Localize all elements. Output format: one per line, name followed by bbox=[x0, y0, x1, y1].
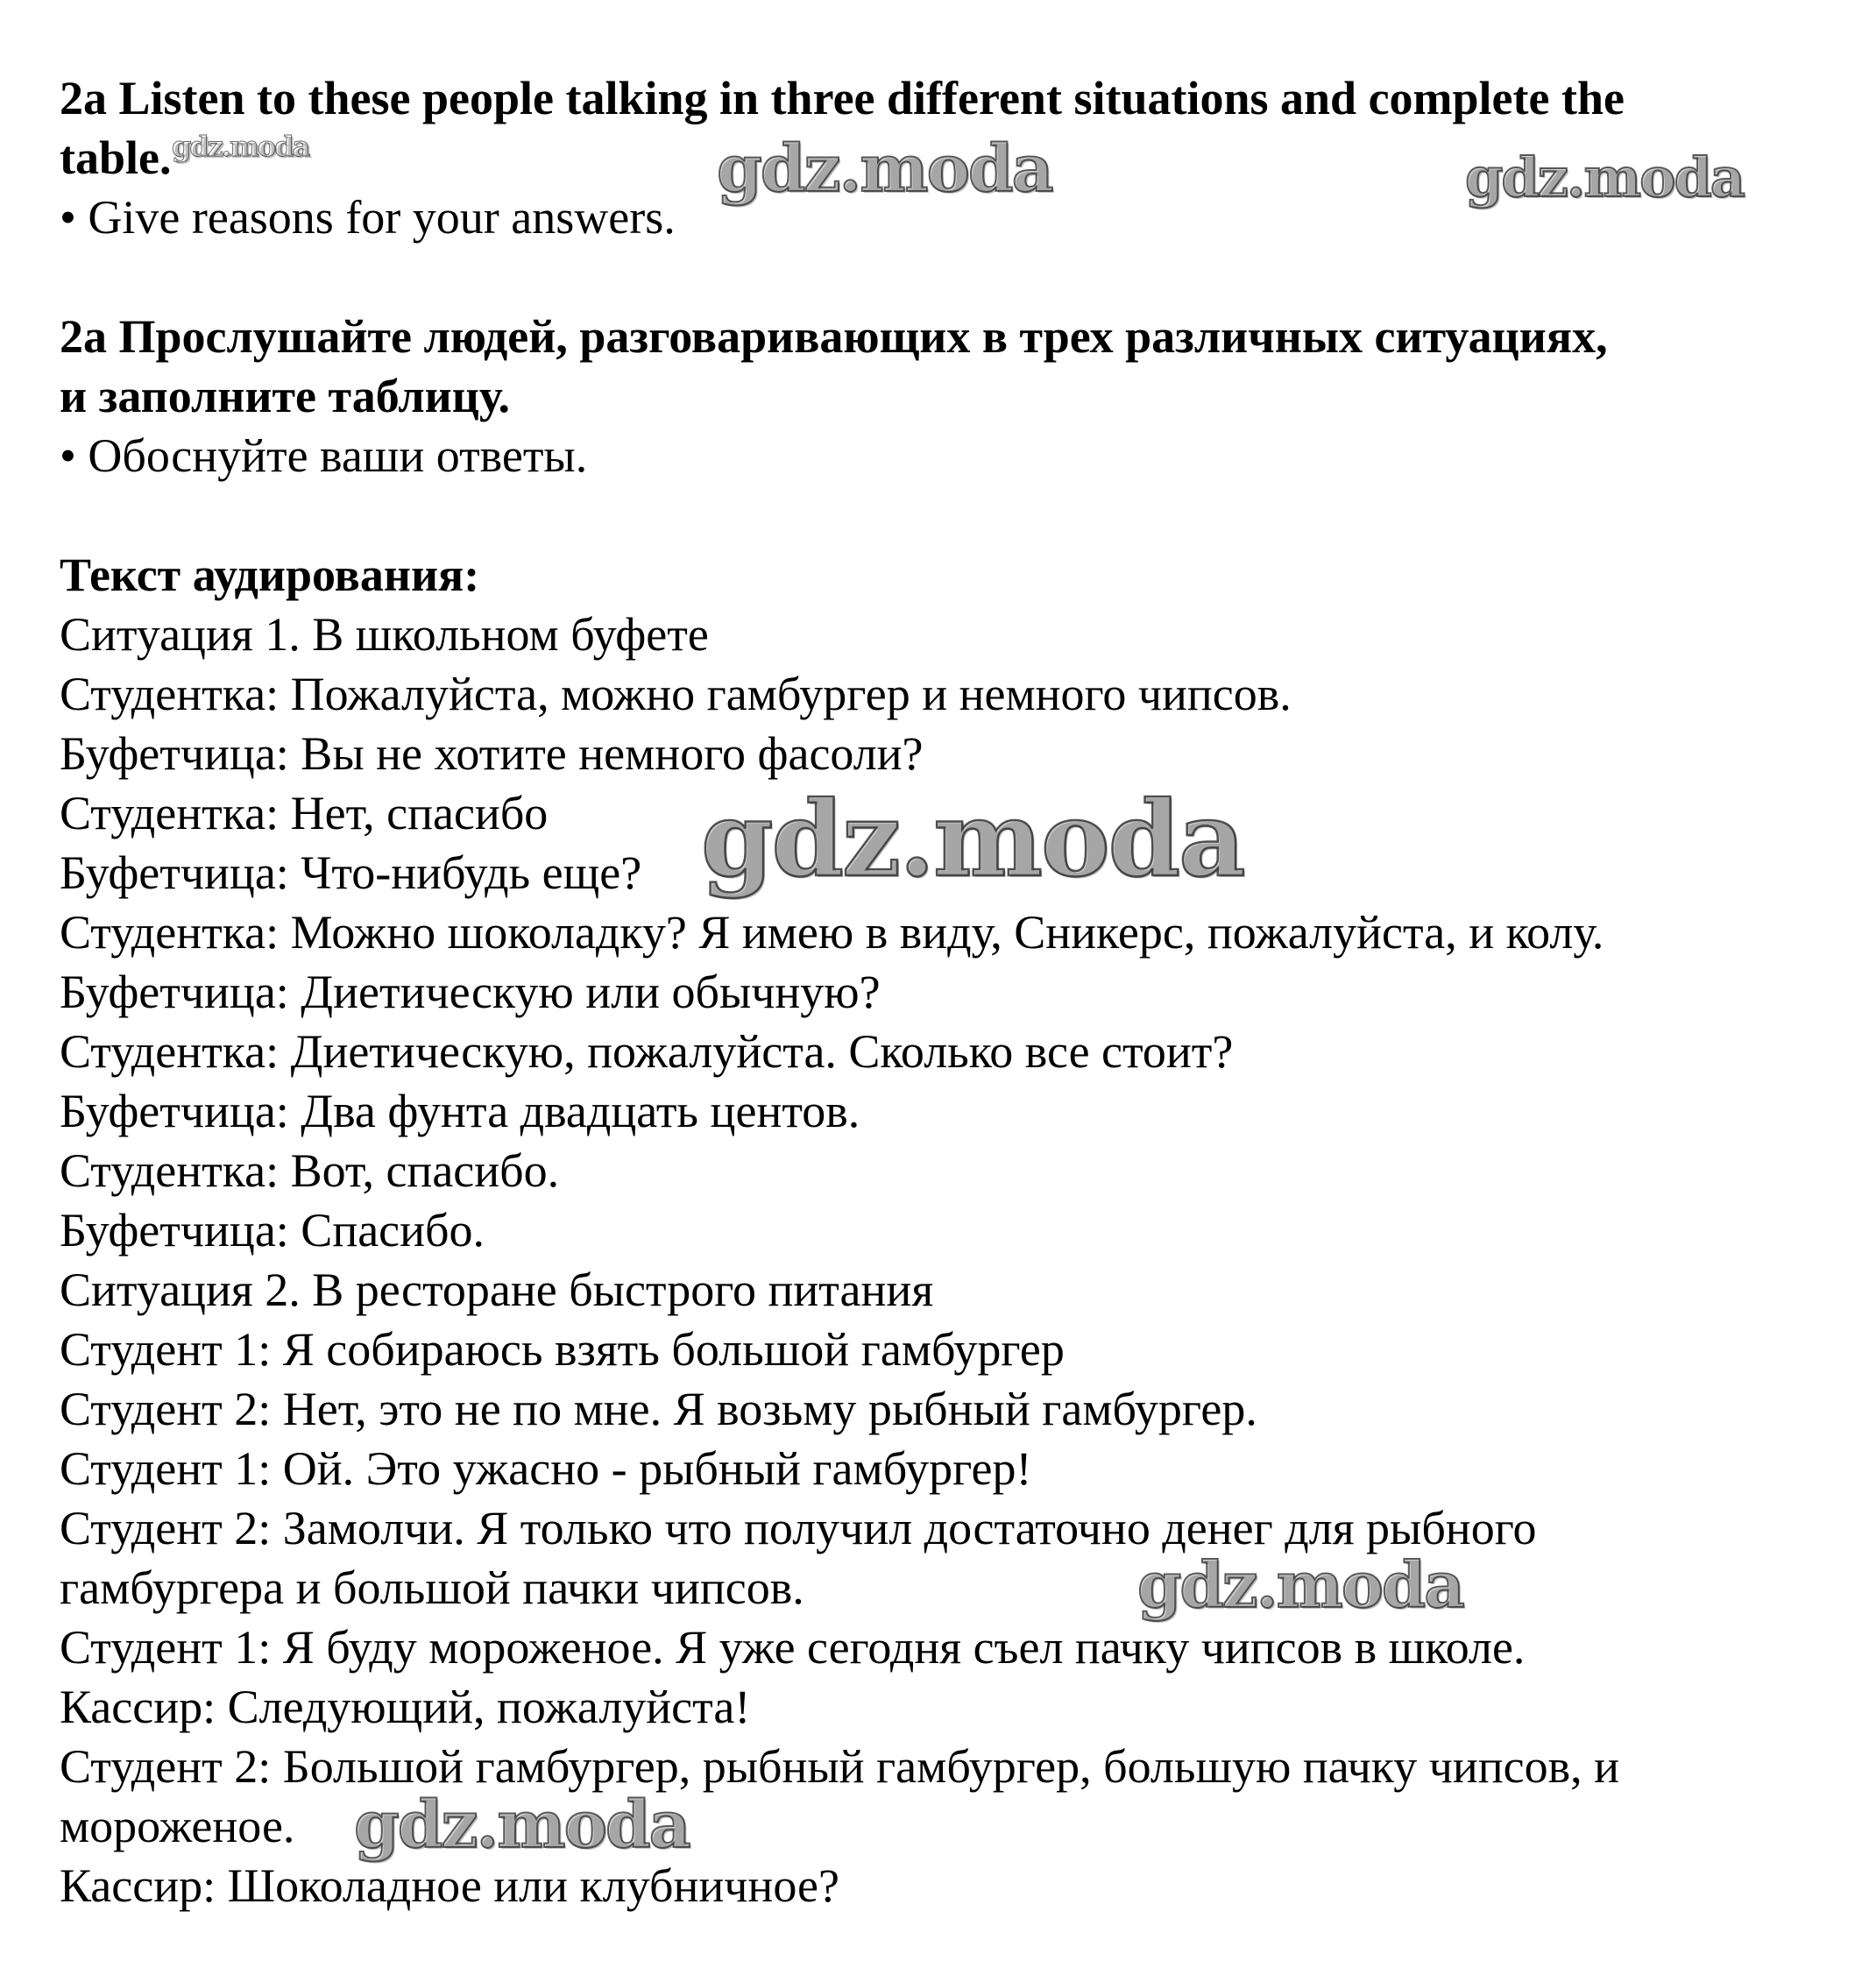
transcript-heading: Текст аудирования: bbox=[60, 549, 480, 601]
transcript-line: Студентка: Нет, спасибо bbox=[60, 787, 549, 839]
task-bullet-ru: • Обоснуйте ваши ответы. bbox=[60, 429, 588, 482]
transcript-line: Студент 1: Ой. Это ужасно - рыбный гамбургер! bbox=[60, 1442, 1032, 1495]
transcript-line: Студентка: Вот, спасибо. bbox=[60, 1144, 560, 1197]
transcript-line: Буфетчица: Два фунта двадцать центов. bbox=[60, 1085, 860, 1137]
task-title-ru-line2: и заполните таблицу. bbox=[60, 370, 510, 422]
transcript-line: Студентка: Пожалуйста, можно гамбургер и немного чипсов. bbox=[60, 668, 1292, 720]
transcript-line: Студент 1: Я собираюсь взять большой гамбургер bbox=[60, 1323, 1065, 1376]
watermark-top-center: gdz.moda bbox=[717, 131, 1052, 207]
transcript-line: Студент 2: Большой гамбургер, рыбный гамбургер, большую пачку чипсов, и bbox=[60, 1740, 1620, 1793]
task-title-en-line1: 2a Listen to these people talking in three different situations and complete the bbox=[60, 72, 1625, 124]
transcript-line: Студент 2: Нет, это не по мне. Я возьму рыбный гамбургер. bbox=[60, 1383, 1257, 1435]
watermark-bottom-left: gdz.moda bbox=[354, 1787, 690, 1863]
transcript-line: Студент 1: Я буду мороженое. Я уже сегодня съел пачку чипсов в школе. bbox=[60, 1621, 1526, 1674]
transcript-line: Буфетчица: Вы не хотите немного фасоли? bbox=[60, 727, 924, 780]
transcript-line: Студентка: Можно шоколадку? Я имею в виду, Сникерс, пожалуйста, и колу. bbox=[60, 906, 1604, 959]
transcript-line: Кассир: Следующий, пожалуйста! bbox=[60, 1681, 751, 1733]
transcript-line: Студентка: Диетическую, пожалуйста. Сколько все стоит? bbox=[60, 1025, 1234, 1078]
document-page bbox=[60, 68, 1821, 1915]
transcript-line: Буфетчица: Диетическую или обычную? bbox=[60, 966, 881, 1018]
transcript-line: гамбургера и большой пачки чипсов. bbox=[60, 1561, 804, 1614]
transcript-line: мороженое. bbox=[60, 1800, 295, 1852]
transcript-line: Ситуация 2. В ресторане быстрого питания bbox=[60, 1264, 934, 1316]
transcript-line: Студент 2: Замолчи. Я только что получил достаточно денег для рыбного bbox=[60, 1502, 1537, 1554]
watermark-center-large: gdz.moda bbox=[701, 778, 1244, 900]
transcript-line: Кассир: Шоколадное или клубничное? bbox=[60, 1859, 839, 1912]
transcript-line: Буфетчица: Что-нибудь еще? bbox=[60, 846, 642, 899]
watermark-lower-right: gdz.moda bbox=[1137, 1547, 1463, 1622]
watermark-small: gdz.moda bbox=[172, 130, 309, 163]
transcript-line: Ситуация 1. В школьном буфете bbox=[60, 608, 709, 661]
task-title-ru-line1: 2a Прослушайте людей, разговаривающих в трех различных ситуациях, bbox=[60, 310, 1608, 363]
task-title-en-line2: table. bbox=[60, 131, 172, 184]
task-bullet-en: • Give reasons for your answers. bbox=[60, 191, 676, 244]
transcript-line: Буфетчица: Спасибо. bbox=[60, 1204, 485, 1256]
watermark-top-right: gdz.moda bbox=[1465, 145, 1744, 209]
